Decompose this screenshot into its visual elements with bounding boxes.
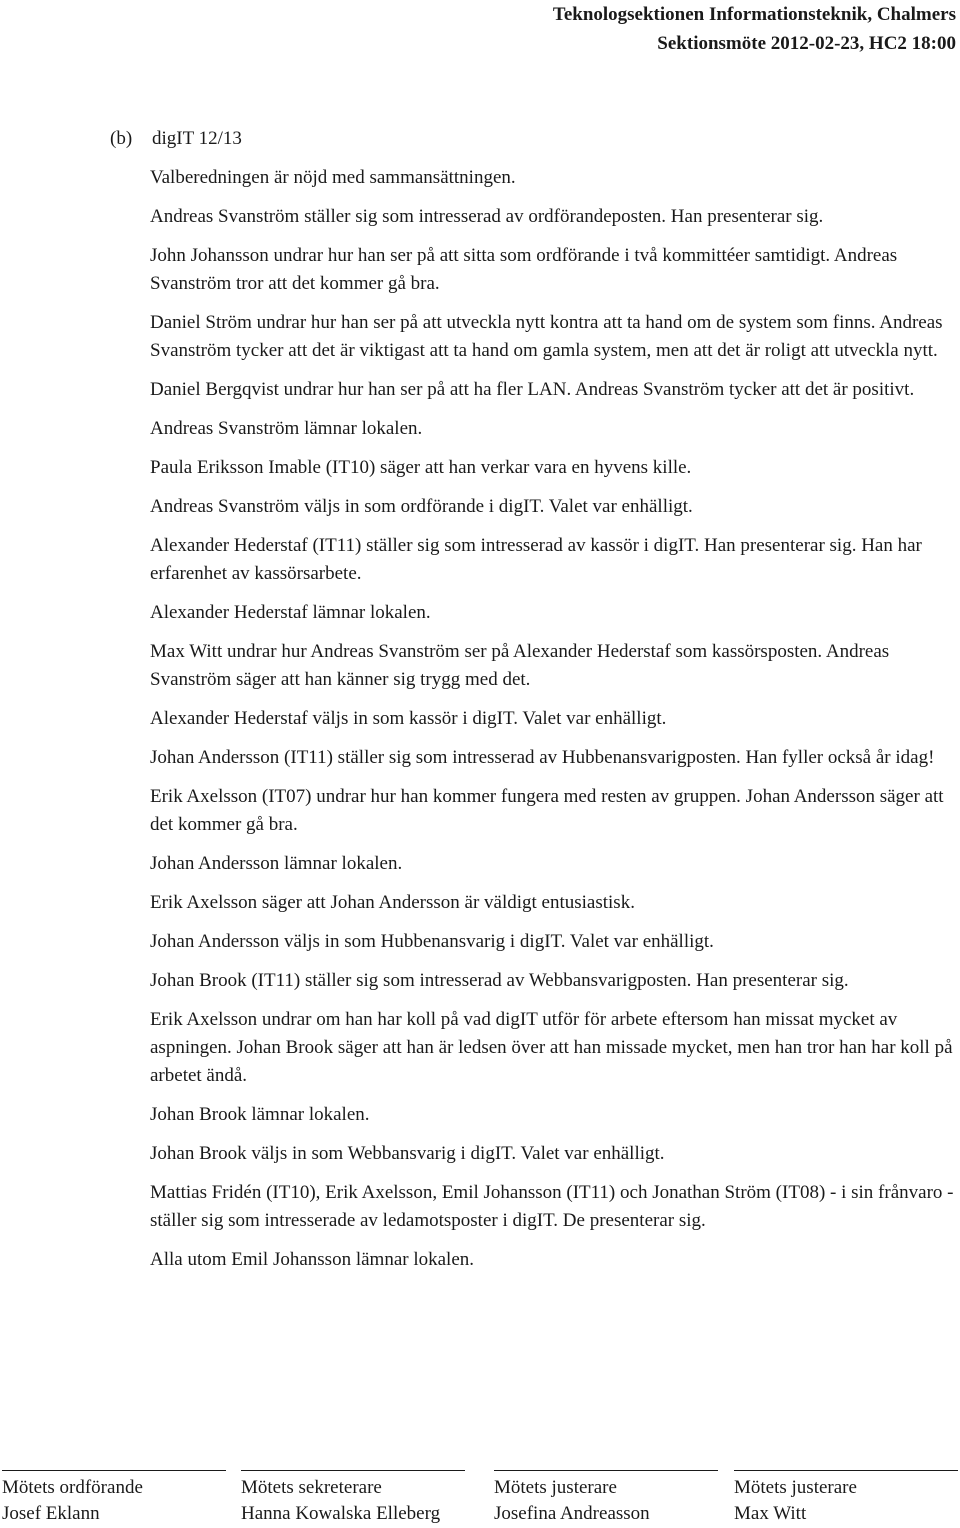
signature-role: Mötets ordförande	[2, 1477, 143, 1498]
paragraph: Johan Andersson väljs in som Hubbenansvarig i digIT. Valet var enhälligt.	[150, 931, 714, 952]
paragraph: Paula Eriksson Imable (IT10) säger att han verkar vara en hyvens kille.	[150, 457, 692, 478]
signature-chairman	[2, 1470, 226, 1527]
paragraph: John Johansson undrar hur han ser på att sitta som ordförande i två kommittéer samtidigt. Andreas Svanström tror att det kommer gå bra.	[150, 245, 898, 294]
paragraph: Johan Andersson (IT11) ställer sig som intresserad av Hubbenansvarigposten. Han fyller också år idag!	[150, 747, 935, 768]
paragraph: Johan Brook lämnar lokalen.	[150, 1104, 370, 1125]
meeting-info: Sektionsmöte 2012-02-23, HC2 18:00	[657, 33, 956, 54]
organization-name: Teknologsektionen Informationsteknik, Chalmers	[552, 4, 956, 25]
paragraph: Valberedningen är nöjd med sammansättningen.	[150, 167, 516, 188]
signature-adjuster-1	[494, 1470, 718, 1527]
signature-role: Mötets justerare	[734, 1477, 857, 1498]
paragraph: Andreas Svanström lämnar lokalen.	[150, 418, 423, 439]
paragraph: Alla utom Emil Johansson lämnar lokalen.	[150, 1249, 475, 1270]
signature-role: Mötets justerare	[494, 1477, 617, 1498]
page-header	[553, 0, 956, 58]
signature-line	[241, 1470, 465, 1471]
paragraph: Max Witt undrar hur Andreas Svanström ser på Alexander Hederstaf som kassörsposten. Andreas Svanström säger att han känner sig trygg med det.	[150, 641, 890, 690]
paragraph: Alexander Hederstaf lämnar lokalen.	[150, 602, 431, 623]
signature-block	[0, 1470, 960, 1528]
signature-line	[494, 1470, 718, 1471]
signature-name: Max Witt	[734, 1503, 807, 1524]
signature-role: Mötets sekreterare	[241, 1477, 382, 1498]
section-marker: (b)	[110, 128, 133, 149]
paragraph: Erik Axelsson (IT07) undrar hur han kommer fungera med resten av gruppen. Johan Andersson säger att det kommer gå bra.	[150, 786, 944, 835]
paragraph: Erik Axelsson undrar om han har koll på vad digIT utför för arbete eftersom han missat mycket av aspningen. Johan Brook säger att han är ledsen över att han missade mycket, men han tror han har koll på arbetet ändå.	[150, 1009, 953, 1086]
paragraph: Andreas Svanström ställer sig som intresserad av ordförandeposten. Han presenterar sig.	[150, 206, 824, 227]
paragraph: Johan Brook väljs in som Webbansvarig i digIT. Valet var enhälligt.	[150, 1143, 665, 1164]
paragraph: Erik Axelsson säger att Johan Andersson är väldigt entusiastisk.	[150, 892, 635, 913]
paragraph: Mattias Fridén (IT10), Erik Axelsson, Emil Johansson (IT11) och Jonathan Ström (IT08) - i sin frånvaro - ställer sig som intresserade av ledamotsposter i digIT. De presenterar sig.	[150, 1182, 954, 1231]
paragraph: Alexander Hederstaf (IT11) ställer sig som intresserad av kassör i digIT. Han presenterar sig. Han har erfarenhet av kassörsarbete.	[150, 535, 922, 584]
minutes-body	[150, 164, 958, 1285]
paragraph: Johan Brook (IT11) ställer sig som intresserad av Webbansvarigposten. Han presenterar sig.	[150, 970, 849, 991]
paragraph: Daniel Ström undrar hur han ser på att utveckla nytt kontra att ta hand om de system som finns. Andreas Svanström tycker att det är viktigast att ta hand om gamla system, men att det är roligt att utveckla nytt.	[150, 312, 943, 361]
signature-line	[734, 1470, 958, 1471]
signature-line	[2, 1470, 226, 1471]
signature-name: Hanna Kowalska Elleberg	[241, 1503, 441, 1524]
section-title: digIT 12/13	[152, 128, 242, 149]
signature-name: Josefina Andreasson	[494, 1503, 650, 1524]
paragraph: Andreas Svanström väljs in som ordförande i digIT. Valet var enhälligt.	[150, 496, 693, 517]
paragraph: Johan Andersson lämnar lokalen.	[150, 853, 403, 874]
paragraph: Daniel Bergqvist undrar hur han ser på att ha fler LAN. Andreas Svanström tycker att det är positivt.	[150, 379, 915, 400]
signature-adjuster-2	[734, 1470, 958, 1527]
paragraph: Alexander Hederstaf väljs in som kassör i digIT. Valet var enhälligt.	[150, 708, 667, 729]
section-heading	[110, 125, 242, 153]
signature-secretary	[241, 1470, 465, 1527]
signature-name: Josef Eklann	[2, 1503, 100, 1524]
